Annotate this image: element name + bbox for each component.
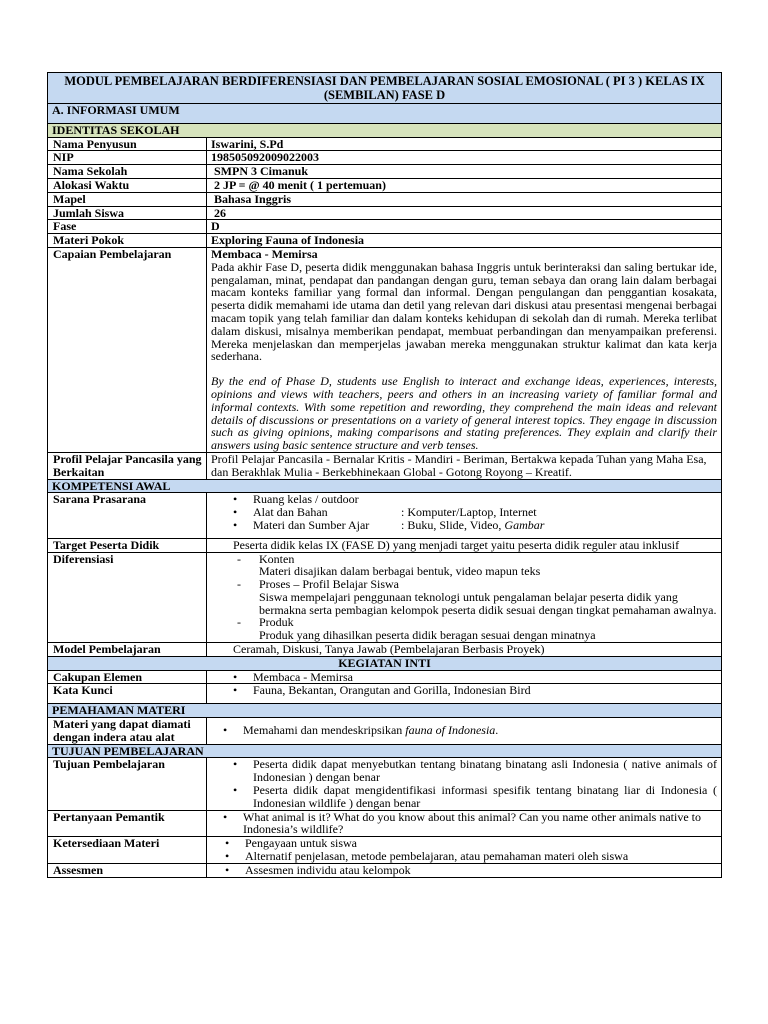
list-item: - Konten bbox=[237, 551, 295, 566]
kompetensi-header-row bbox=[48, 479, 722, 493]
sarana-row bbox=[48, 493, 722, 538]
table-row bbox=[48, 137, 722, 151]
pemahaman-header-row bbox=[48, 704, 722, 718]
row-value: 2 JP = @ 40 menit ( 1 pertemuan) bbox=[211, 177, 386, 192]
row-value: Exploring Fauna of Indonesia bbox=[211, 233, 365, 248]
model-row bbox=[48, 643, 722, 657]
kegiatan-header-row bbox=[48, 656, 722, 670]
row-value: Iswarini, S.Pd bbox=[211, 136, 284, 151]
target-row bbox=[48, 538, 722, 552]
row-label: Pertanyaan Pemantik bbox=[48, 810, 207, 837]
row-label: Kata Kunci bbox=[48, 684, 207, 704]
list-item: • Membaca - Memirsa bbox=[233, 671, 717, 684]
list-item: • Peserta didik dapat mengidentifikasi informasi spesifik tentang binatang liar di Indonesia ( Indonesian wildlife ) dengan benar bbox=[233, 784, 717, 810]
lesson-module-document bbox=[47, 72, 721, 878]
row-label: Cakupan Elemen bbox=[48, 670, 207, 684]
row-label: NIP bbox=[48, 151, 207, 165]
identitas-heading: IDENTITAS SEKOLAH bbox=[48, 123, 722, 137]
row-label: Materi Pokok bbox=[48, 234, 207, 248]
row-value: 26 bbox=[211, 205, 226, 220]
list-item: • Alternatif penjelasan, metode pembelajaran, atau pemahaman materi oleh siswa bbox=[225, 850, 717, 863]
list-item: • Materi dan Sumber Ajar : Buku, Slide, Video, Gambar bbox=[233, 519, 717, 532]
list-item: • Assesmen individu atau kelompok bbox=[225, 864, 717, 877]
sarana-list bbox=[211, 493, 717, 531]
target-value: Peserta didik kelas IX (FASE D) yang menjadi target yaitu peserta didik reguler atau inklusif bbox=[207, 538, 722, 552]
tujuan-heading: TUJUAN PEMBELAJARAN bbox=[48, 744, 722, 758]
kegiatan-heading: KEGIATAN INTI bbox=[48, 656, 722, 670]
kata-kunci-row bbox=[48, 684, 722, 704]
list-item: • Pengayaan untuk siswa bbox=[225, 837, 717, 850]
diferensiasi-row: Diferensiasi - Konten Materi disajikan dalam berbagai bentuk, video mapun teks - Proses – Profil Belajar Siswa Siswa mempelajari penggunaan teknologi untuk pengalaman belajar peserta didik yang bermakna serta pembagian kelompok peserta didik sesuai dengan tingkat pemahaman awalnya. - Produk Produk yang dihasilkan peserta didik beragan sesuai dengan minatnya bbox=[48, 552, 722, 643]
capaian-paragraph-id: Pada akhir Fase D, peserta didik menggunakan bahasa Inggris untuk berinteraksi dan saling bertukar ide, pengalaman, minat, pendapat dan pandangan dengan guru, teman sebaya dan orang lain dalam berbagai macam konteks familiar yang formal dan informal. Dengan pengulangan dan penggantian kosakata, peserta didik memahami ide utama dan detil yang relevan dari diskusi atau presentasi mengenai berbagai macam topik yang telah familiar dan dalam konteks kehidupan di sekolah dan di rumah. Mereka terlibat dalam diskusi, misalnya memberikan pendapat, membuat perbandingan dan menyampaikan preferensi. Mereka menjelaskan dan memperjelas jawaban mereka menggunakan struktur kalimat dan kata kerja sederhana. bbox=[211, 259, 717, 364]
list-item: • Alat dan Bahan : Komputer/Laptop, Internet bbox=[233, 506, 717, 519]
table-row bbox=[48, 178, 722, 192]
assesmen-row bbox=[48, 863, 722, 877]
row-value: 198505092009022003 bbox=[211, 150, 319, 165]
ketersediaan-row bbox=[48, 837, 722, 864]
row-label: Assesmen bbox=[48, 863, 207, 877]
table-row bbox=[48, 234, 722, 248]
table-row bbox=[48, 192, 722, 206]
table-row bbox=[48, 220, 722, 234]
cakupan-row bbox=[48, 670, 722, 684]
row-value: SMPN 3 Cimanuk bbox=[211, 164, 309, 179]
table-row bbox=[48, 165, 722, 179]
profil-value: Profil Pelajar Pancasila - Bernalar Kritis - Mandiri - Beriman, Bertakwa kepada Tuhan yang Maha Esa, dan Berakhlak Mulia - Berkebhinekaan Global - Gotong Royong – Kreatif. bbox=[207, 452, 722, 479]
row-value: Bahasa Inggris bbox=[211, 191, 292, 206]
model-value: Ceramah, Diskusi, Tanya Jawab (Pembelajaran Berbasis Proyek) bbox=[207, 643, 722, 657]
table-row bbox=[48, 151, 722, 165]
row-label: Nama Penyusun bbox=[48, 137, 207, 151]
module-table bbox=[47, 72, 722, 878]
capaian-heading: Membaca - Memirsa bbox=[211, 246, 318, 261]
row-label: Target Peserta Didik bbox=[48, 538, 207, 552]
pemahaman-heading: PEMAHAMAN MATERI bbox=[48, 704, 722, 718]
row-label: Tujuan Pembelajaran bbox=[48, 758, 207, 810]
module-title-row bbox=[48, 73, 722, 104]
list-item: - Produk bbox=[237, 615, 294, 630]
materi-row bbox=[48, 718, 722, 745]
row-label: Sarana Prasarana bbox=[48, 493, 207, 538]
list-item: • Memahami dan mendeskripsikan fauna of Indonesia. bbox=[223, 724, 717, 737]
identitas-header-row bbox=[48, 123, 722, 137]
profil-row bbox=[48, 452, 722, 479]
table-row bbox=[48, 206, 722, 220]
list-item: • Fauna, Bekantan, Orangutan and Gorilla, Indonesian Bird bbox=[233, 684, 717, 697]
row-label: Nama Sekolah bbox=[48, 165, 207, 179]
row-label: Alokasi Waktu bbox=[48, 178, 207, 192]
row-label: Fase bbox=[48, 220, 207, 234]
section-a-row bbox=[48, 104, 722, 124]
row-label: Capaian Pembelajaran bbox=[48, 247, 207, 452]
list-item: - Proses – Profil Belajar Siswa bbox=[237, 577, 399, 592]
capaian-paragraph-en: By the end of Phase D, students use English to interact and exchange ideas, experiences, interests, opinions and views with teachers, peers and others in an increasing variety of familiar formal and informal contexts. With some repetition and rewording, they comprehend the main ideas and relevant details of discussions or presentations on a variety of general interest topics. They engage in discussion such as giving opinions, making comparisons and stating preferences. They explain and clarify their answers using basic sentence structure and verb tenses. bbox=[211, 374, 717, 453]
pertanyaan-row bbox=[48, 810, 722, 837]
row-label: Profil Pelajar Pancasila yang Berkaitan bbox=[48, 452, 207, 479]
row-value: D bbox=[211, 219, 220, 234]
capaian-row bbox=[48, 247, 722, 452]
list-item: • Peserta didik dapat menyebutkan tentang binatang binatang asli Indonesia ( native animals of Indonesian ) dengan benar bbox=[233, 758, 717, 784]
row-label: Materi yang dapat diamati dengan indera atau alat bbox=[48, 718, 207, 745]
row-label: Jumlah Siswa bbox=[48, 206, 207, 220]
kompetensi-heading: KOMPETENSI AWAL bbox=[48, 479, 722, 493]
row-label: Diferensiasi bbox=[48, 552, 207, 643]
module-title: MODUL PEMBELAJARAN BERDIFERENSIASI DAN PEMBELAJARAN SOSIAL EMOSIONAL ( PI 3 ) KELAS IX (SEMBILAN) FASE D bbox=[48, 73, 722, 104]
row-label: Model Pembelajaran bbox=[48, 643, 207, 657]
tujuan-header-row bbox=[48, 744, 722, 758]
row-label: Mapel bbox=[48, 192, 207, 206]
row-label: Ketersediaan Materi bbox=[48, 837, 207, 864]
section-a-heading: A. INFORMASI UMUM bbox=[48, 104, 722, 124]
tujuan-row bbox=[48, 758, 722, 810]
list-item: • What animal is it? What do you know about this animal? Can you name other animals native to Indonesia’s wildlife? bbox=[223, 811, 717, 837]
list-item: • Ruang kelas / outdoor bbox=[233, 493, 717, 506]
